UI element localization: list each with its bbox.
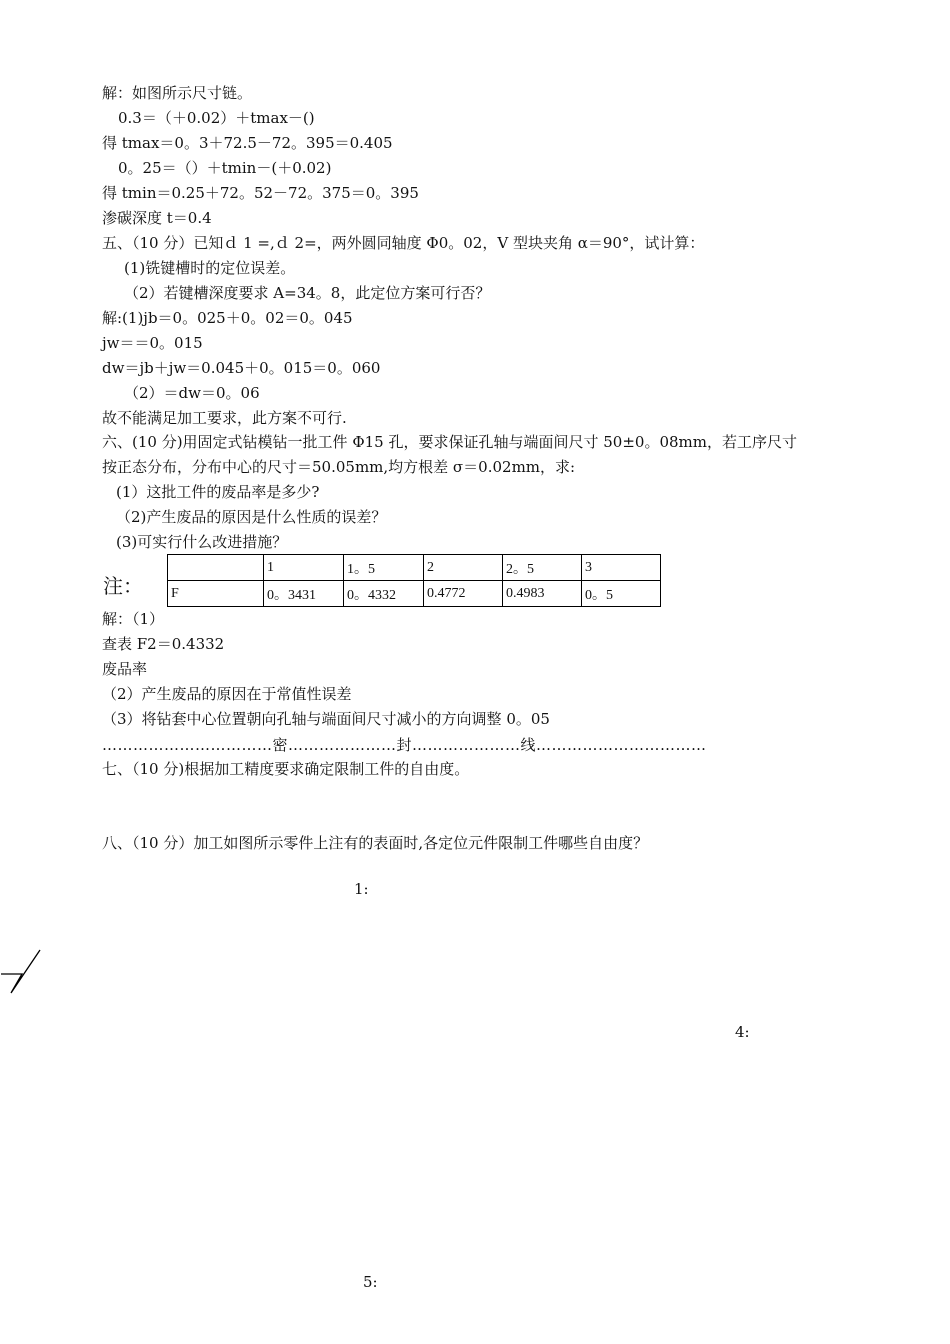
question-six-cont: 按正态分布，分布中心的尺寸＝50.05mm,均方根差 σ＝0.02mm，求:: [102, 458, 576, 476]
question-sub: (1）这批工件的废品率是多少?: [116, 483, 320, 501]
question-sub: (1)铣键槽时的定位误差。: [124, 259, 296, 277]
figure-label: 1:: [354, 880, 369, 898]
table-cell: [168, 555, 264, 581]
answer-line: （2）＝dw＝0。06: [124, 384, 260, 402]
answer-line: jw＝＝0。015: [102, 334, 203, 352]
answer-line: （2）产生废品的原因在于常值性误差: [102, 685, 352, 703]
result-line: 渗碳深度 t＝0.4: [102, 209, 212, 227]
table-cell: 0.4983: [503, 581, 582, 607]
answer-line: 废品率: [102, 660, 148, 678]
table-cell: 0。4332: [344, 581, 424, 607]
table-cell: 0。3431: [264, 581, 344, 607]
answer-line: 查表 F2＝0.4332: [102, 635, 225, 653]
table-cell: 0。5: [582, 581, 661, 607]
conclusion-line: 故不能满足加工要求，此方案不可行.: [102, 409, 347, 427]
answer-header: 解：（1）: [102, 610, 165, 628]
table-cell: 2。5: [503, 555, 582, 581]
equation-line: 0.3＝（＋0.02）＋tmax－(): [118, 109, 315, 127]
table-row: [168, 581, 661, 607]
table-cell: 1。5: [344, 555, 424, 581]
answer-line: 解:(1)jb＝0。025＋0。02＝0。045: [102, 309, 353, 327]
surface-finish-symbol-icon: [0, 948, 44, 998]
table-cell: F: [168, 581, 264, 607]
figure-label: 5:: [363, 1273, 378, 1291]
question-sub: (3)可实行什么改进措施？: [116, 533, 288, 551]
note-label: 注：: [103, 574, 143, 598]
figure-label: 4:: [735, 1023, 750, 1041]
table-cell: 0.4772: [424, 581, 503, 607]
question-eight: 八、（10 分）加工如图所示零件上注有的表面时,各定位元件限制工件哪些自由度？: [102, 834, 649, 852]
answer-line: （3）将钻套中心位置朝向孔轴与端面间尺寸减小的方向调整 0。05: [102, 710, 550, 728]
question-seven: 七、（10 分)根据加工精度要求确定限制工件的自由度。: [102, 760, 470, 778]
equation-line: 0。25＝（）＋tmin－(＋0.02): [118, 159, 332, 177]
value-table: [167, 554, 661, 607]
seal-line-separator: ……………………………密…………………封…………………线……………………………: [102, 736, 707, 754]
question-sub: （2)产生废品的原因是什么性质的误差？: [116, 508, 387, 526]
table-cell: 3: [582, 555, 661, 581]
question-five: 五、（10 分）已知ｄ 1 =,ｄ 2=，两外圆同轴度 Φ0。02，V 型块夹角 α＝90°，试计算：: [102, 234, 705, 252]
table-cell: 2: [424, 555, 503, 581]
equation-line: 得 tmax＝0。3＋72.5－72。395＝0.405: [102, 134, 393, 152]
question-sub: （2）若键槽深度要求 A=34。8，此定位方案可行否？: [124, 284, 491, 302]
question-six: 六、(10 分)用固定式钻模钻一批工件 Φ15 孔，要求保证孔轴与端面间尺寸 50±0。08mm，若工序尺寸: [102, 433, 797, 451]
table-row: [168, 555, 661, 581]
answer-line: dw＝jb＋jw＝0.045＋0。015＝0。060: [102, 359, 381, 377]
equation-line: 得 tmin＝0.25＋72。52－72。375＝0。395: [102, 184, 419, 202]
table-cell: 1: [264, 555, 344, 581]
answer-header: 解：如图所示尺寸链。: [102, 84, 253, 102]
